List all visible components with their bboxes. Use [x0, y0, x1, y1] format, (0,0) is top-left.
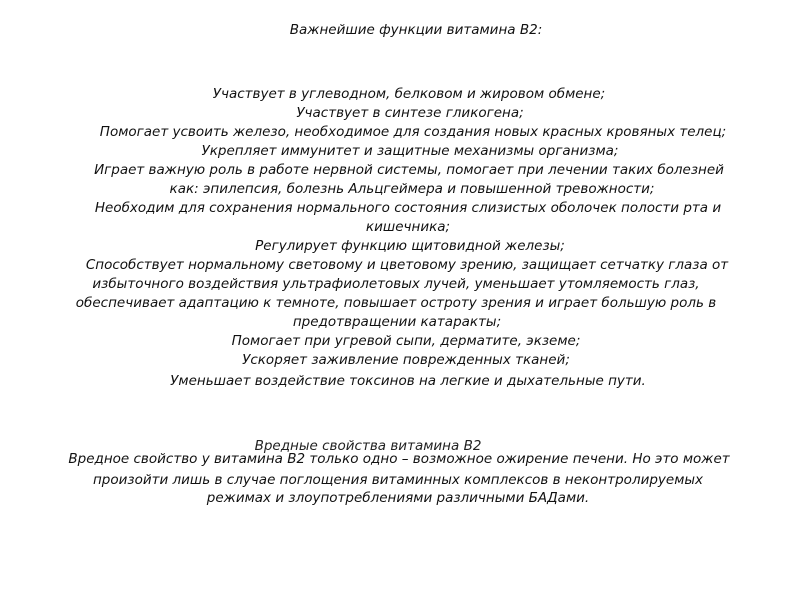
function-line: Играет важную роль в работе нервной системы, помогает при лечении таких болезней [94, 162, 724, 178]
function-line: Помогает при угревой сыпи, дерматите, экземе; [231, 333, 581, 349]
function-line: Помогает усвоить железо, необходимое для создания новых красных кровяных телец; [99, 124, 727, 140]
function-line: Регулирует функцию щитовидной железы; [255, 238, 565, 254]
function-line: Участвует в углеводном, белковом и жировом обмене; [212, 86, 606, 102]
page-title: Важнейшие функции витамина В2: [289, 22, 543, 38]
function-line: Участвует в синтезе гликогена; [296, 105, 524, 121]
harm-line: режимах и злоупотреблениями различными БАДами. [206, 490, 590, 506]
function-line: кишечника; [365, 219, 451, 235]
function-line: как: эпилепсия, болезнь Альцгеймера и повышенной тревожности; [169, 181, 655, 197]
function-line: Необходим для сохранения нормального состояния слизистых оболочек полости рта и [94, 200, 722, 216]
function-line: Способствует нормальному световому и цветовому зрению, защищает сетчатку глаза от [85, 257, 729, 273]
function-line: Уменьшает воздействие токсинов на легкие и дыхательные пути. [170, 373, 646, 389]
function-line: Укрепляет иммунитет и защитные механизмы организма; [201, 143, 619, 159]
function-line: избыточного воздействия ультрафиолетовых лучей, уменьшает утомляемость глаз, [92, 276, 700, 292]
function-line: предотвращении катаракты; [292, 314, 502, 330]
harm-line: произойти лишь в случае поглощения витаминных комплексов в неконтролируемых [92, 472, 704, 488]
harm-line: Вредное свойство у витамина В2 только одно – возможное ожирение печени. Но это может [68, 451, 730, 467]
harm-title: Вредные свойства витамина В2 [254, 438, 482, 454]
function-line: обеспечивает адаптацию к темноте, повышает остроту зрения и играет большую роль в [75, 295, 717, 311]
function-line: Ускоряет заживление поврежденных тканей; [242, 352, 570, 368]
